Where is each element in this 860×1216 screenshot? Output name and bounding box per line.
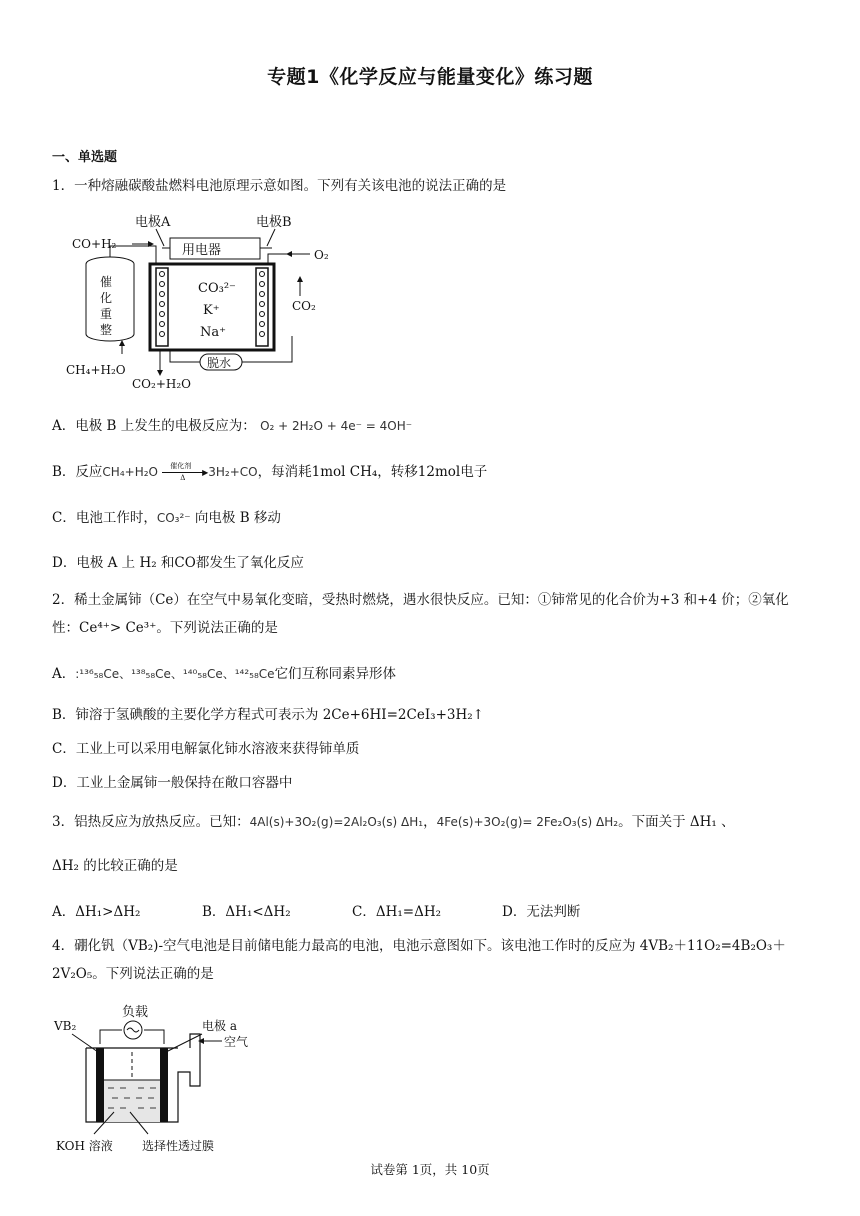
svg-text:重: 重 [100, 307, 113, 321]
q2-option-d: D．工业上金属铈一般保持在敞口容器中 [52, 775, 293, 791]
q3-option-a: A．ΔH₁>ΔH₂ [52, 904, 141, 920]
q3-option-d: D．无法判断 [502, 904, 581, 920]
fig1-dehydrate-label: 脱水 [207, 356, 232, 370]
section-heading: 一、单选题 [52, 150, 118, 165]
q2-stem: 2．稀土金属铈（Ce）在空气中易氧化变暗，受热时燃烧，遇水很快反应。已知：①铈常见的化合价为+3 和+4 价；②氧化性：Ce⁴⁺> Ce³⁺。下列说法正确的是 [52, 592, 789, 636]
q1-stem: 1．一种熔融碳酸盐燃料电池原理示意如图。下列有关该电池的说法正确的是 [52, 178, 507, 194]
q3-option-b: B．ΔH₁<ΔH₂ [202, 904, 291, 920]
q1-option-c: C．电池工作时，CO₃²⁻ 向电极 B 移动 [52, 510, 281, 526]
fig1-o2-label: O₂ [314, 248, 329, 262]
fig4-load-label: 负载 [122, 1005, 149, 1020]
fig1-outlet-label: CO₂+H₂O [132, 377, 191, 390]
svg-text:化: 化 [100, 291, 113, 305]
fig1-ion-k: K⁺ [203, 303, 220, 318]
fig1-electrode-a-label: 电极A [135, 215, 171, 230]
q1-option-d: D．电极 A 上 H₂ 和CO都发生了氧化反应 [52, 555, 304, 571]
q4-battery-figure [52, 1000, 262, 1156]
fig1-reformer-label: 催 [100, 275, 113, 289]
q2-option-b: B．铈溶于氢碘酸的主要化学方程式可表示为 2Ce+6HI=2CeI₃+3H₂↑ [52, 707, 484, 723]
q3-stem-line2: ΔH₂ 的比较正确的是 [52, 858, 178, 874]
q2-option-a: A．:¹³⁶₅₈Ce、¹³⁸₅₈Ce、¹⁴⁰₅₈Ce、¹⁴²₅₈Ce它们互称同素异形体 [52, 666, 397, 682]
fig1-inlet-label: CO+H₂ [72, 237, 117, 251]
q1-fuel-cell-figure [60, 206, 350, 390]
page-title: 专题1《化学反应与能量变化》练习题 [267, 66, 593, 88]
fig1-ion-carbonate: CO₃²⁻ [198, 281, 236, 296]
svg-text:整: 整 [100, 323, 113, 337]
q2-option-c: C．工业上可以采用电解氯化铈水溶液来获得铈单质 [52, 741, 360, 757]
fig4-koh-label: KOH 溶液 [56, 1139, 113, 1153]
q3-stem-line1: 3．铝热反应为放热反应。已知：4Al(s)+3O₂(g)=2Al₂O₃(s) ΔH₁，4Fe(s)+3O₂(g)= 2Fe₂O₃(s) ΔH₂。下面关于 ΔH₁ 、 [52, 814, 735, 830]
q4-stem: 4．硼化钒（VB₂)-空气电池是目前储电能力最高的电池，电池示意图如下。该电池工作时的反应为 4VB₂＋11O₂=4B₂O₃＋2V₂O₅。下列说法正确的是 [52, 938, 786, 982]
fig1-appliance-label: 用电器 [182, 243, 222, 258]
fig1-electrode-b-label: 电极B [256, 215, 292, 230]
fig4-electrode-a-label: 电极 a [202, 1019, 237, 1033]
fig1-co2-label: CO₂ [292, 299, 316, 313]
page-footer: 试卷第 1页，共 10页 [370, 1162, 490, 1177]
q1-option-a: A．电极 B 上发生的电极反应为： O₂ + 2H₂O + 4e⁻ = 4OH⁻ [52, 418, 413, 434]
q1-option-b: B．反应CH₄+H₂O 催化剂 ▶ Δ 3H₂+CO，每消耗1mol CH₄，转移12mol电子 [52, 461, 488, 482]
q3-option-c: C．ΔH₁=ΔH₂ [352, 904, 442, 920]
fig4-membrane-label: 选择性透过膜 [142, 1139, 215, 1153]
fig4-vb2-label: VB₂ [54, 1019, 77, 1033]
fig1-feed-label: CH₄+H₂O [66, 363, 126, 377]
fig1-ion-na: Na⁺ [200, 325, 226, 340]
fig4-air-label: 空气 [224, 1035, 249, 1049]
